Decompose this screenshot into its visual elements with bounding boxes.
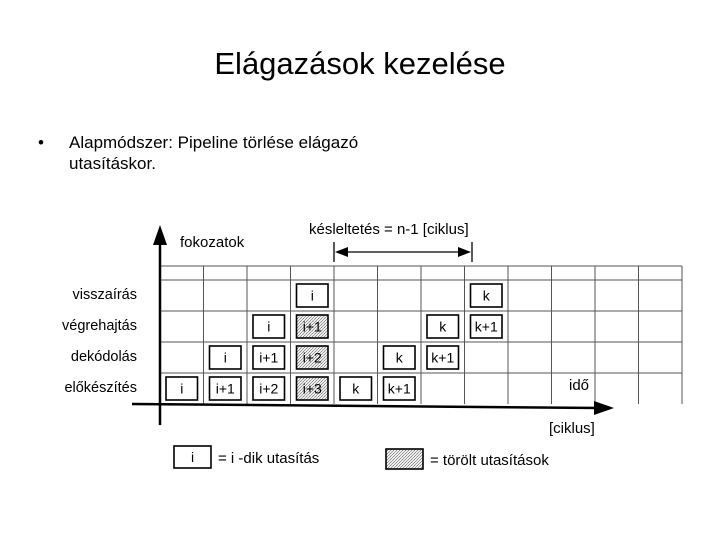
- legend-instruction-label: = i -dik utasítás: [218, 450, 320, 467]
- instruction-cell-label: i+2: [259, 380, 279, 397]
- delay-label: késleltetés = n-1 [ciklus]: [309, 221, 469, 238]
- instruction-cell-label: k: [395, 349, 403, 366]
- instruction-cell-label: k+1: [474, 318, 498, 335]
- stage-label-vegrehajtas: végrehajtás: [62, 318, 137, 334]
- stage-label-dekodolas: dekódolás: [70, 349, 137, 365]
- delay-right-arrowhead: [458, 247, 471, 257]
- instruction-cell-label: k: [482, 287, 490, 304]
- instruction-cell-label: i: [267, 318, 271, 335]
- instruction-cell-label: k: [439, 318, 447, 335]
- x-axis-line: [132, 404, 600, 408]
- bullet-text: Alapmódszer: Pipeline törlése elágazó utasításkor.: [69, 133, 359, 173]
- x-axis-arrowhead: [594, 401, 614, 415]
- instruction-cell-label: i: [180, 380, 184, 397]
- y-axis-arrowhead: [153, 225, 167, 245]
- delay-left-arrowhead: [335, 247, 348, 257]
- instruction-cell-label: i: [310, 287, 314, 304]
- stage-label-visszairas: visszaírás: [72, 287, 137, 303]
- x-axis-unit: [ciklus]: [549, 420, 595, 437]
- instruction-cell-label: i+2: [302, 349, 322, 366]
- instruction-cell-label: i+1: [259, 349, 279, 366]
- instruction-cell-label: i+1: [302, 318, 322, 335]
- stage-label-elokeszites: előkészítés: [64, 380, 137, 396]
- legend-flushed-swatch: [386, 449, 423, 469]
- legend-instruction-box-text: i: [190, 449, 195, 465]
- instruction-cell-label: i+3: [302, 380, 322, 397]
- instruction-cell-label: i: [223, 349, 227, 366]
- slide-title: Elágazások kezelése: [214, 46, 506, 81]
- instruction-cell-label: k: [352, 380, 360, 397]
- x-axis-label: idő: [569, 377, 590, 394]
- instruction-cell-label: i+1: [215, 380, 235, 397]
- instruction-cell-label: k+1: [387, 380, 411, 397]
- legend-flushed-label: = törölt utasítások: [430, 452, 549, 469]
- instruction-cell-label: k+1: [431, 349, 455, 366]
- y-axis-label: fokozatok: [180, 234, 245, 251]
- bullet-marker: •: [38, 133, 44, 152]
